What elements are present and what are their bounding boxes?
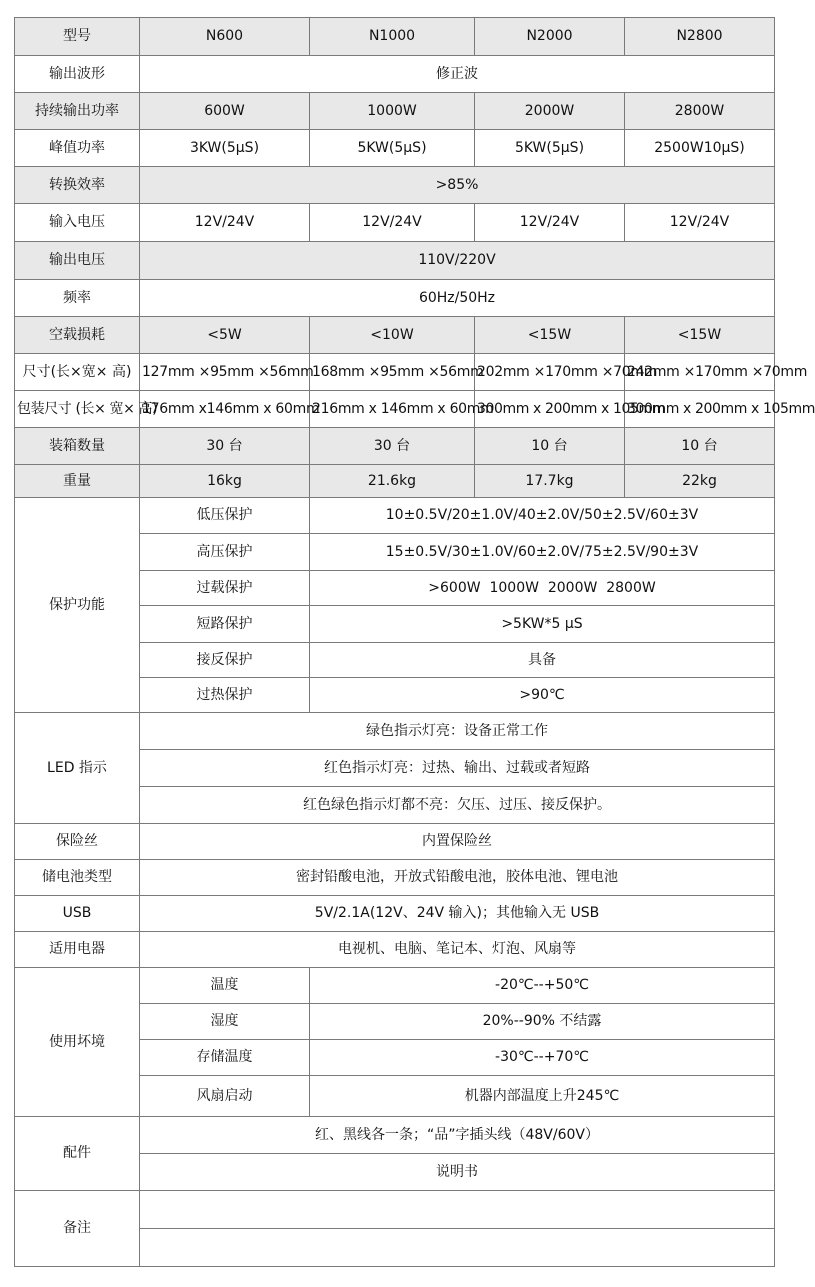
- row-label: 输入电压: [15, 204, 140, 242]
- cell: 300mm x 200mm x 105mm: [475, 391, 625, 428]
- spec-table: [14, 17, 815, 1267]
- environment-item-label: 湿度: [140, 1004, 310, 1040]
- model-label: 型号: [15, 18, 140, 56]
- input-voltage-row: [15, 204, 775, 242]
- row-value: 电视机、电脑、笔记本、灯泡、风扇等: [140, 932, 775, 968]
- model-n1000: N1000: [310, 18, 475, 56]
- protection-item-value: >90℃: [310, 678, 775, 713]
- cell: <15W: [625, 317, 775, 354]
- environment-item-value: 机器内部温度上升245℃: [310, 1076, 775, 1117]
- cell: 30 台: [140, 428, 310, 465]
- peak-power-row: [15, 130, 775, 167]
- cell: 202mm ×170mm ×70mm: [475, 354, 625, 391]
- environment-item-label: 风扇启动: [140, 1076, 310, 1117]
- frequency-row: [15, 280, 775, 317]
- cell: 17.7kg: [475, 465, 625, 498]
- environment-item-value: -20℃--+50℃: [310, 968, 775, 1004]
- cell: 3KW(5μS): [140, 130, 310, 167]
- cell: <15W: [475, 317, 625, 354]
- accessories-line: 说明书: [140, 1154, 775, 1191]
- row-value: 110V/220V: [140, 242, 775, 280]
- cell: 5KW(5μS): [475, 130, 625, 167]
- row-label: USB: [15, 896, 140, 932]
- row-value: >85%: [140, 167, 775, 204]
- protection-item-label: 接反保护: [140, 643, 310, 678]
- row-label: 峰值功率: [15, 130, 140, 167]
- row-value: 密封铅酸电池，开放式铅酸电池，胶体电池、锂电池: [140, 860, 775, 896]
- cell: 300mm x 200mm x 105mm: [625, 391, 775, 428]
- protection-item-label: 低压保护: [140, 498, 310, 534]
- cell: 12V/24V: [475, 204, 625, 242]
- row-label: 频率: [15, 280, 140, 317]
- row-value: 5V/2.1A(12V、24V 输入)；其他输入无 USB: [140, 896, 775, 932]
- remarks-row: [15, 1191, 775, 1229]
- model-n2000: N2000: [475, 18, 625, 56]
- continuous-power-row: [15, 93, 775, 130]
- cell: <5W: [140, 317, 310, 354]
- cell: 127mm ×95mm ×56mm: [140, 354, 310, 391]
- output-voltage-row: [15, 242, 775, 280]
- protection-item-label: 短路保护: [140, 606, 310, 643]
- cell: 10 台: [625, 428, 775, 465]
- environment-row: [15, 968, 775, 1004]
- environment-item-label: 温度: [140, 968, 310, 1004]
- cell: 16kg: [140, 465, 310, 498]
- protection-item-value: 15±0.5V/30±1.0V/60±2.0V/75±2.5V/90±3V: [310, 534, 775, 571]
- cell: <10W: [310, 317, 475, 354]
- cell: 2500W10μS): [625, 130, 775, 167]
- remarks-line: [140, 1191, 775, 1229]
- protection-label: 保护功能: [15, 498, 140, 713]
- row-value: 60Hz/50Hz: [140, 280, 775, 317]
- cell: 5KW(5μS): [310, 130, 475, 167]
- cell: 10 台: [475, 428, 625, 465]
- cell: 2800W: [625, 93, 775, 130]
- row-label: 保险丝: [15, 824, 140, 860]
- usb-row: [15, 896, 775, 932]
- accessories-label: 配件: [15, 1117, 140, 1191]
- cell: 12V/24V: [310, 204, 475, 242]
- led-line: 红色绿色指示灯都不亮：欠压、过压、接反保护。: [140, 787, 775, 824]
- row-label: 输出电压: [15, 242, 140, 280]
- size-row: [15, 354, 775, 391]
- led-line: 绿色指示灯亮：设备正常工作: [140, 713, 775, 750]
- led-label: LED 指示: [15, 713, 140, 824]
- environment-item-value: 20%--90% 不结露: [310, 1004, 775, 1040]
- protection-item-label: 过热保护: [140, 678, 310, 713]
- no-load-loss-row: [15, 317, 775, 354]
- battery-type-row: [15, 860, 775, 896]
- accessories-line: 红、黑线各一条；“品”字插头线（48V/60V）: [140, 1117, 775, 1154]
- model-n2800: N2800: [625, 18, 775, 56]
- cell: 176mm x146mm x 60mm: [140, 391, 310, 428]
- row-label: 适用电器: [15, 932, 140, 968]
- fuse-row: [15, 824, 775, 860]
- protection-item-value: 10±0.5V/20±1.0V/40±2.0V/50±2.5V/60±3V: [310, 498, 775, 534]
- accessories-row: [15, 1117, 775, 1154]
- protection-item-value: >5KW*5 μS: [310, 606, 775, 643]
- row-label: 输出波形: [15, 56, 140, 93]
- environment-label: 使用坏境: [15, 968, 140, 1117]
- package-size-row: [15, 391, 775, 428]
- cell: 30 台: [310, 428, 475, 465]
- model-n600: N600: [140, 18, 310, 56]
- row-label: 重量: [15, 465, 140, 498]
- protection-row: [15, 498, 775, 534]
- cell: 12V/24V: [140, 204, 310, 242]
- efficiency-row: [15, 167, 775, 204]
- row-label: 尺寸(长×宽× 高): [15, 354, 140, 391]
- protection-item-value: >600W 1000W 2000W 2800W: [310, 571, 775, 606]
- remarks-label: 备注: [15, 1191, 140, 1267]
- protection-item-label: 过载保护: [140, 571, 310, 606]
- environment-item-value: -30℃--+70℃: [310, 1040, 775, 1076]
- led-row: [15, 713, 775, 750]
- cell: 168mm ×95mm ×56mm: [310, 354, 475, 391]
- cell: 242mm ×170mm ×70mm: [625, 354, 775, 391]
- appliances-row: [15, 932, 775, 968]
- header-row: [15, 18, 775, 56]
- row-label: 持续输出功率: [15, 93, 140, 130]
- remarks-line: [140, 1229, 775, 1267]
- protection-item-value: 具备: [310, 643, 775, 678]
- protection-item-label: 高压保护: [140, 534, 310, 571]
- cell: 600W: [140, 93, 310, 130]
- cell: 12V/24V: [625, 204, 775, 242]
- row-label: 空载损耗: [15, 317, 140, 354]
- weight-row: [15, 465, 775, 498]
- output-waveform-row: [15, 56, 775, 93]
- box-quantity-row: [15, 428, 775, 465]
- cell: 2000W: [475, 93, 625, 130]
- row-value: 内置保险丝: [140, 824, 775, 860]
- cell: 21.6kg: [310, 465, 475, 498]
- cell: 1000W: [310, 93, 475, 130]
- environment-item-label: 存储温度: [140, 1040, 310, 1076]
- led-line: 红色指示灯亮：过热、输出、过载或者短路: [140, 750, 775, 787]
- row-value: 修正波: [140, 56, 775, 93]
- row-label: 储电池类型: [15, 860, 140, 896]
- row-label: 装箱数量: [15, 428, 140, 465]
- cell: 216mm x 146mm x 60mm: [310, 391, 475, 428]
- row-label: 包装尺寸 (长× 宽× 高): [15, 391, 140, 428]
- cell: 22kg: [625, 465, 775, 498]
- row-label: 转换效率: [15, 167, 140, 204]
